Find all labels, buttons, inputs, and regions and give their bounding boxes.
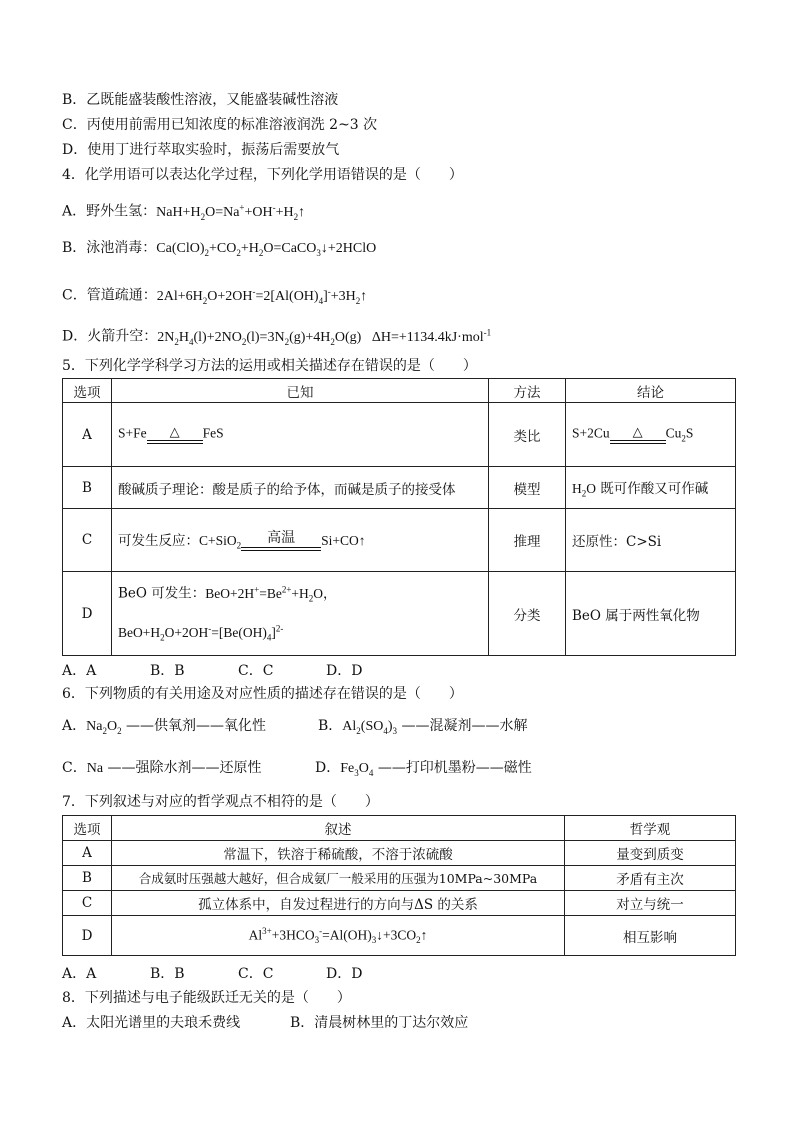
q4-c-formula: $2Al+6H_2O+2OH^-=2[Al(OH)_4]^-+3H_2↑$: [156, 286, 368, 306]
q5-row-a-option: A: [63, 403, 112, 467]
q8-option-a: A．太阳光谱里的夫琅禾费线: [62, 1015, 241, 1031]
q5-row-d-option: D: [63, 572, 112, 656]
q5-row-d-conclusion: BeO 属于两性氧化物: [566, 572, 736, 656]
q7-row-c-option: C: [63, 891, 112, 916]
table-row: [63, 916, 736, 956]
q5-row-a-known: S+Fe △ FeS: [112, 403, 489, 467]
q4-option-d: [62, 322, 491, 351]
q7-header-desc: 叙述: [112, 816, 565, 841]
q7-header-option: 选项: [63, 816, 112, 841]
q5-row-a-conclusion: S+2Cu △ $Cu_2S$: [566, 403, 736, 467]
q5-header-method: 方法: [489, 379, 566, 403]
q7-stem: 7．下列叙述与对应的哲学观点不相符的是（ ）: [62, 794, 379, 810]
q4-c-label: C．管道疏通：: [62, 287, 157, 304]
q7-row-d-desc: $Al^{3+}+3HCO_3^-=Al(OH)_3↓+3CO_2↑$: [112, 916, 565, 956]
q5-header-known: 已知: [112, 379, 489, 403]
q4-d-label: D．火箭升空：: [62, 328, 158, 345]
q5-row-b-conclusion: $H_2O$ 既可作酸又可作碱: [566, 467, 736, 509]
q6-option-b: B．$Al_2(SO_4)_3$ ——混凝剂——水解: [318, 718, 528, 736]
q5-header-option: 选项: [63, 379, 112, 403]
q5-table: [62, 378, 736, 656]
q7-row-c-view: 对立与统一: [565, 891, 736, 916]
q4-option-b: [62, 238, 376, 263]
q7-row-c-desc: 孤立体系中，自发过程进行的方向与ΔS 的关系: [112, 891, 565, 916]
table-row: [63, 891, 736, 916]
q6-option-c: C．Na ——强除水剂——还原性: [62, 760, 262, 776]
q5-row-d-known: BeO 可发生：$BeO+2H^+=Be^{2+}+H_2O$， $BeO+H_2O+2OH^-=[Be(OH)_4]^{2-}$: [112, 572, 489, 656]
q5-row-c-known: 可发生反应：C+SiO$_2$ 高温 Si+CO↑: [112, 509, 489, 572]
table-row: [63, 841, 736, 866]
table-row: [63, 866, 736, 891]
q4-stem: 4．化学用语可以表达化学过程，下列化学用语错误的是（ ）: [62, 167, 463, 183]
q4-b-label: B．泳池消毒：: [62, 240, 157, 256]
q8-option-b: B．清晨树林里的丁达尔效应: [290, 1015, 469, 1031]
q5-header-conclusion: 结论: [566, 379, 736, 403]
q7-row-b-view: 矛盾有主次: [565, 866, 736, 891]
q7-table: [62, 815, 736, 956]
q6-option-a: A．$Na_2O_2$ ——供氧剂——氧化性: [62, 718, 267, 736]
q3-option-d: D．使用丁进行萃取实验时，振荡后需要放气: [62, 142, 340, 158]
q5-row-c-conclusion: 还原性：C>Si: [566, 509, 736, 572]
q3-option-c: C．丙使用前需用已知浓度的标准溶液润洗 2~3 次: [62, 117, 378, 133]
q5-row-b-method: 模型: [489, 467, 566, 509]
q6-option-d: D．$Fe_3O_4$ ——打印机墨粉——磁性: [315, 760, 532, 778]
q7-row-b-option: B: [63, 866, 112, 891]
q5-answers: A．A B．B C．C D．D: [62, 663, 363, 679]
table-row: [63, 467, 736, 509]
q5-row-b-known: 酸碱质子理论：酸是质子的给予体，而碱是质子的接受体: [112, 467, 489, 509]
q7-row-d-view: 相互影响: [565, 916, 736, 956]
q5-row-a-method: 类比: [489, 403, 566, 467]
q7-row-a-view: 量变到质变: [565, 841, 736, 866]
q5-row-c-option: C: [63, 509, 112, 572]
q5-row-c-method: 推理: [489, 509, 566, 572]
q7-header-view: 哲学观: [565, 816, 736, 841]
q7-row-a-desc: 常温下，铁溶于稀硫酸，不溶于浓硫酸: [112, 841, 565, 866]
q4-b-formula: $Ca(ClO)_2+CO_2+H_2O=CaCO_3↓+2HClO$: [156, 241, 377, 258]
q7-row-b-desc: 合成氨时压强越大越好，但合成氨厂一般采用的压强为10MPa~30MPa: [112, 866, 565, 891]
q4-option-c: [62, 281, 367, 310]
q4-d-formula: $2N_2H_4(l)+2NO_2(l)=3N_2(g)+4H_2O(g)$ ΔH=+1134.4kJ·mol$^{-1}$: [157, 327, 492, 347]
q8-stem: 8．下列描述与电子能级跃迁无关的是（ ）: [62, 990, 351, 1006]
table-row: [63, 509, 736, 572]
q7-answers: A．A B．B C．C D．D: [62, 966, 363, 982]
q4-a-label: A．野外生氢：: [62, 203, 157, 220]
q5-row-b-option: B: [63, 467, 112, 509]
q6-stem: 6．下列物质的有关用途及对应性质的描述存在错误的是（ ）: [62, 686, 463, 702]
q7-row-d-option: D: [63, 916, 112, 956]
q5-stem: 5．下列化学学科学习方法的运用或相关描述存在错误的是（ ）: [62, 358, 477, 374]
q4-a-formula: $NaH+H_2O=Na^++OH^-+H_2↑$: [156, 202, 306, 222]
table-row: [63, 403, 736, 467]
q4-option-a: [62, 197, 305, 226]
table-row: [63, 572, 736, 656]
q7-row-a-option: A: [63, 841, 112, 866]
q5-row-d-method: 分类: [489, 572, 566, 656]
q3-option-b: B．乙既能盛装酸性溶液，又能盛装碱性溶液: [62, 92, 339, 108]
